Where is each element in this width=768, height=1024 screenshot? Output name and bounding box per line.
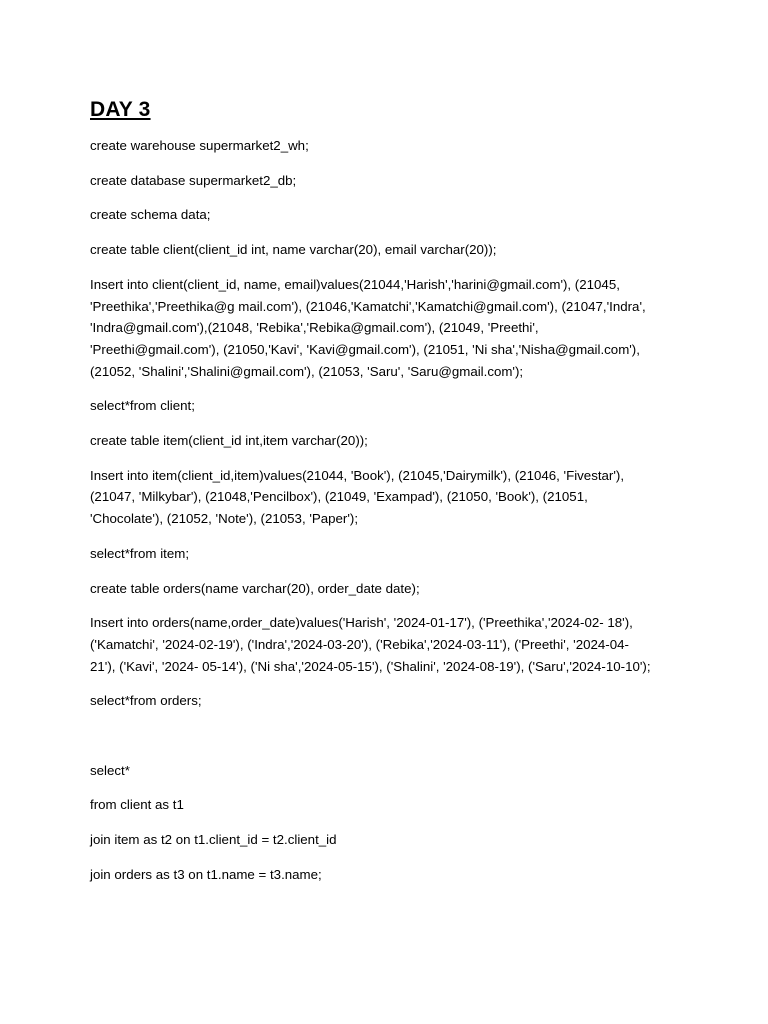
join-query-line: join item as t2 on t1.client_id = t2.client_id xyxy=(90,832,337,848)
join-query-line: select* xyxy=(90,762,130,778)
blank-line xyxy=(90,725,690,760)
sql-line: create table orders(name varchar(20), order_date date); xyxy=(90,580,420,596)
sql-line: create schema data; xyxy=(90,207,211,223)
sql-insert-orders: Insert into orders(name,order_date)values('Harish', '2024-01-17'), ('Preethika','2024-02- 18'), ('Kamatchi', '2024-02-19'), ('Indra','2024-03-20'), ('Rebika','2024-03-11'), ('Preethi', '2024-04- 21'), ('Kavi', '2024- 05-14'), ('Ni sha','2024-05-15'), ('Shalini', '2024-08-19'), ('Saru','2024-10-10'); xyxy=(90,615,651,674)
sql-line: select*from orders; xyxy=(90,693,202,709)
sql-line: select*from item; xyxy=(90,545,190,561)
sql-line: create table item(client_id int,item varchar(20)); xyxy=(90,433,368,449)
document-page xyxy=(90,95,690,899)
sql-insert-item: Insert into item(client_id,item)values(21044, 'Book'), (21045,'Dairymilk'), (21046, 'Fivestar'), (21047, 'Milkybar'), (21048,'Pencilbox'), (21049, 'Exampad'), (21050, 'Book'), (21051, 'Chocolate'), (21052, 'Note'), (21053, 'Paper'); xyxy=(90,467,625,527)
join-query-line: from client as t1 xyxy=(90,797,184,813)
sql-line: create table client(client_id int, name varchar(20), email varchar(20)); xyxy=(90,242,497,258)
sql-line: create warehouse supermarket2_wh; xyxy=(90,138,309,153)
sql-line: create database supermarket2_db; xyxy=(90,172,297,188)
sql-line: select*from client; xyxy=(90,398,195,414)
sql-insert-client: Insert into client(client_id, name, email)values(21044,'Harish','harini@gmail.com'), (21045, 'Preethika','Preethika@g mail.com'), (21046,'Kamatchi','Kamatchi@gmail.com'), (21047,'Indra', 'Indra@gmail.com'),(21048, 'Rebika','Rebika@gmail.com'), (21049, 'Preethi', 'Preethi@gmail.com'), (21050,'Kavi', 'Kavi@gmail.com'), (21051, 'Ni sha','Nisha@gmail.com'), (21052, 'Shalini','Shalini@gmail.com'), (21053, 'Saru', 'Saru@gmail.com'); xyxy=(90,276,646,379)
page-title: DAY 3 xyxy=(90,98,151,121)
join-query-line: join orders as t3 on t1.name = t3.name; xyxy=(90,866,322,882)
